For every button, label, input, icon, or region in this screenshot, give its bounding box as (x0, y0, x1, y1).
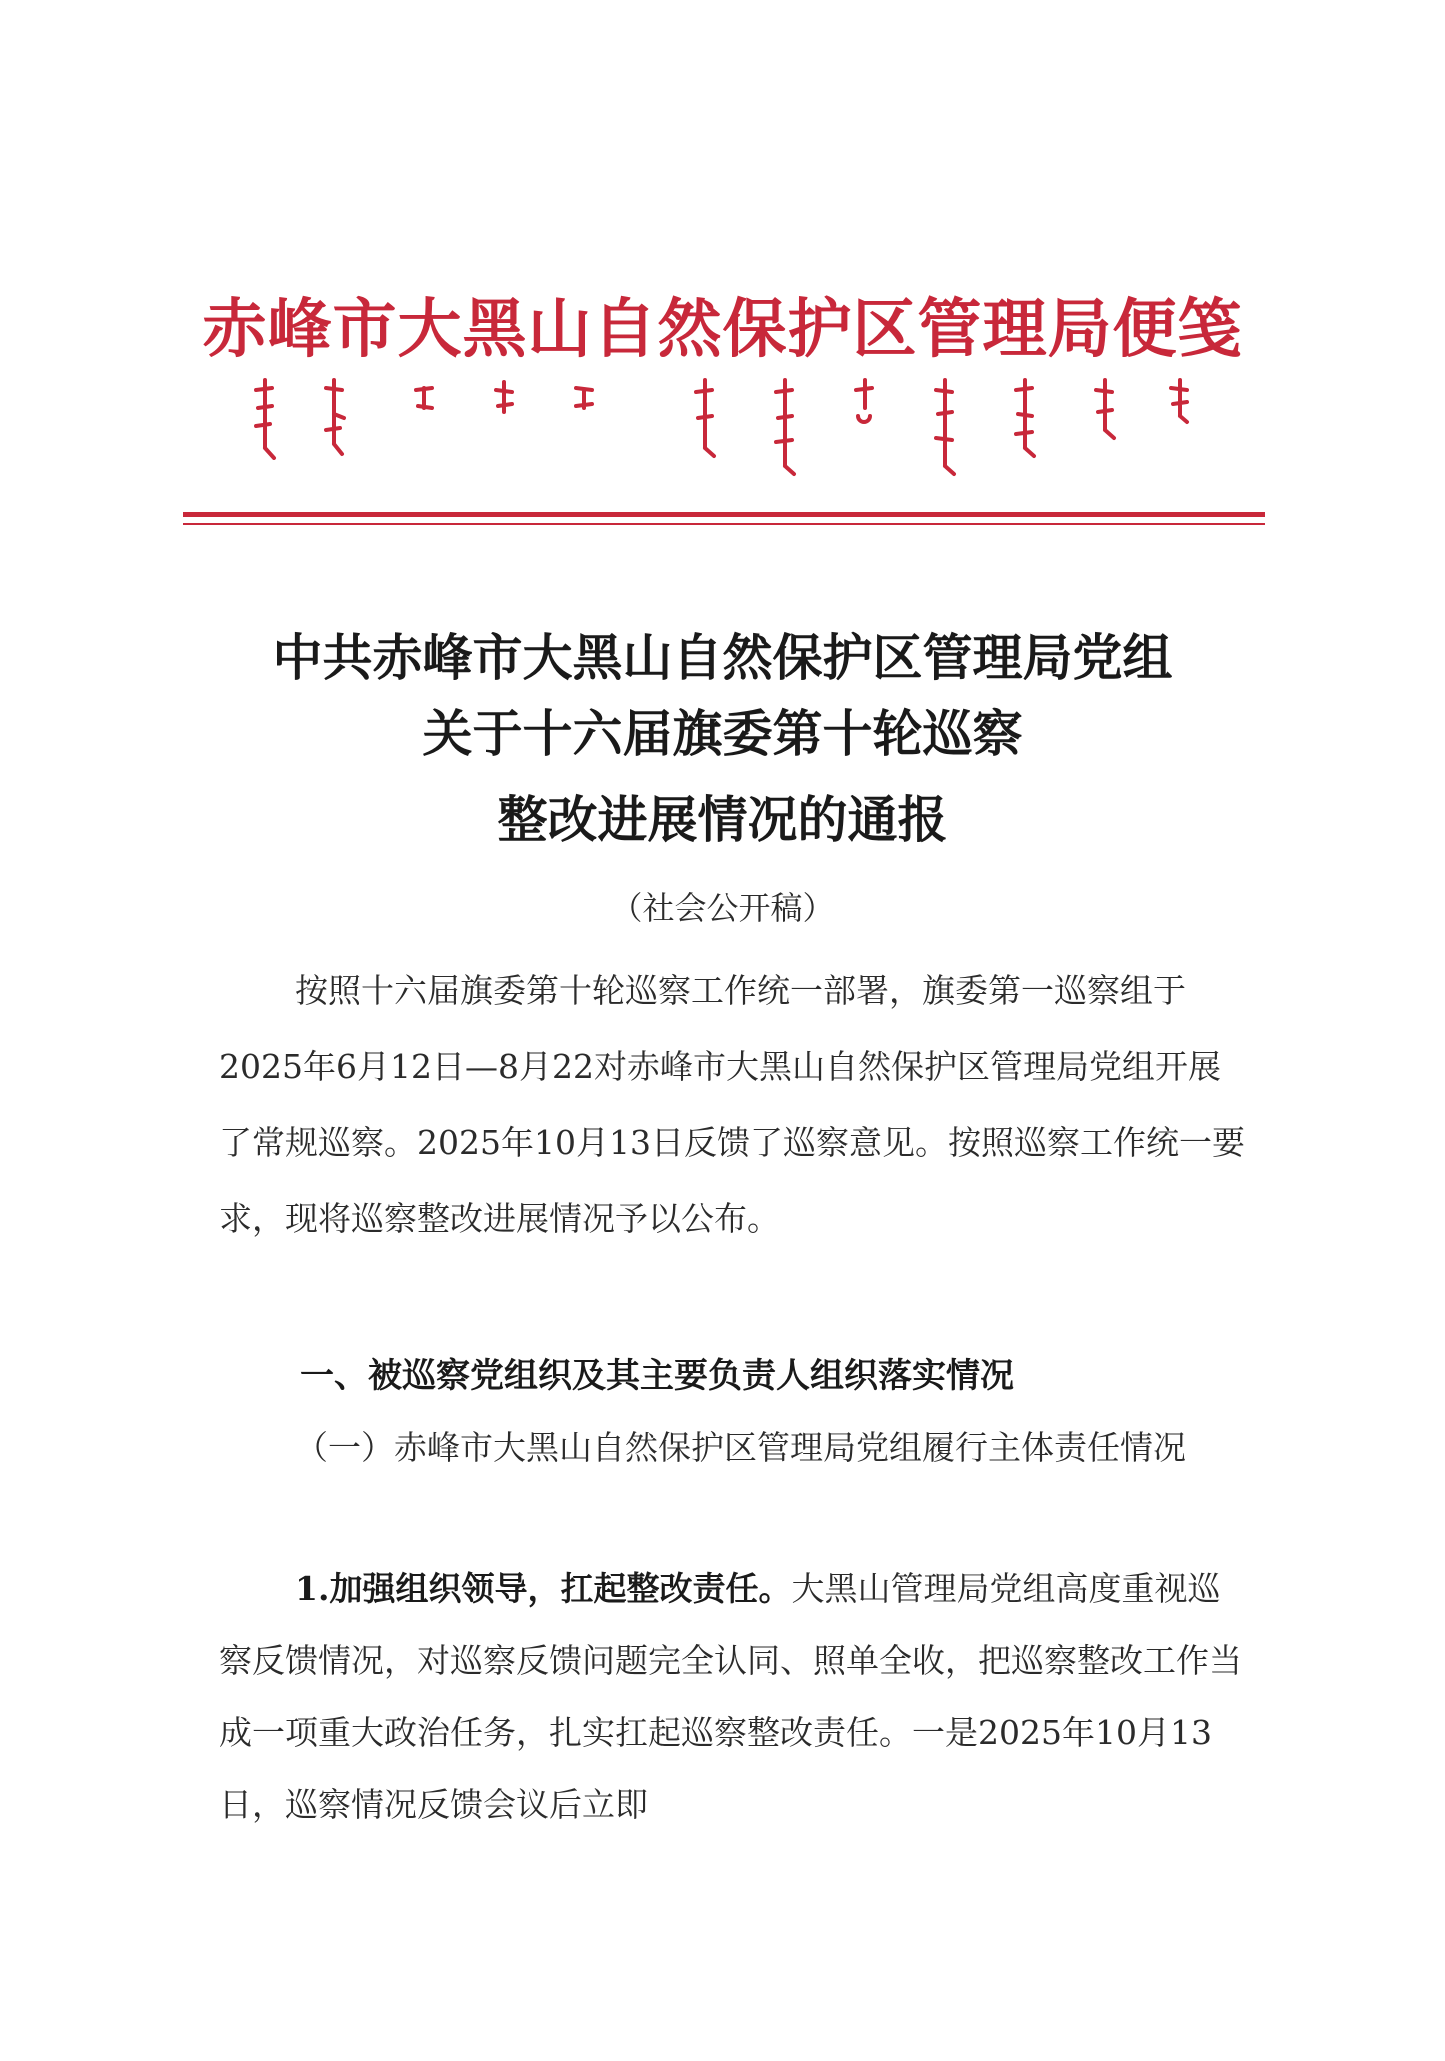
mongolian-word-4 (490, 378, 520, 422)
intro-paragraph: 按照十六届旗委第十轮巡察工作统一部署，旗委第一巡察组于2025年6月12日—8月22对赤峰市大黑山自然保护区管理局党组开展了常规巡察。2025年10月13日反馈了巡察意见。按照巡察工作统一要求，现将巡察整改进展情况予以公布。 (219, 971, 1245, 1238)
item-1-paragraph (219, 1553, 1247, 1841)
mongolian-word-2 (320, 378, 350, 460)
document-title-line-1: 中共赤峰市大黑山自然保护区管理局党组 (272, 628, 1173, 687)
mongolian-word-8 (850, 378, 880, 438)
mongolian-word-7 (770, 378, 800, 478)
letterhead-title: 赤峰市大黑山自然保护区管理局便笺 (202, 292, 1243, 367)
document-subtitle: （社会公开稿） (610, 889, 835, 927)
letterhead-rule-thin (183, 523, 1265, 525)
mongolian-word-5 (570, 378, 600, 418)
item-1-body: 大黑山管理局党组高度重视巡察反馈情况，对巡察反馈问题完全认同、照单全收，把巡察整改工作当成一项重大政治任务，扎实扛起巡察整改责任。一是2025年10月13日，巡察情况反馈会议后立即 (219, 1569, 1242, 1824)
mongolian-word-1 (250, 378, 280, 460)
mongolian-word-10 (1010, 378, 1040, 460)
document-title-line-3: 整改进展情况的通报 (497, 790, 948, 849)
subsection-heading: （一）赤峰市大黑山自然保护区管理局党组履行主体责任情况 (295, 1428, 1186, 1467)
letterhead-rule-thick (183, 512, 1265, 517)
mongolian-word-6 (690, 378, 720, 460)
mongolian-script-letterhead (250, 378, 1240, 498)
mongolian-word-3 (410, 378, 440, 418)
item-1-lead: 1.加强组织领导，扛起整改责任。 (295, 1569, 792, 1608)
document-title-line-2: 关于十六届旗委第十轮巡察 (422, 704, 1023, 763)
mongolian-word-11 (1090, 378, 1120, 442)
mongolian-word-12 (1165, 378, 1195, 426)
mongolian-word-9 (930, 378, 960, 478)
section-heading: 一、被巡察党组织及其主要负责人组织落实情况 (300, 1356, 1014, 1396)
